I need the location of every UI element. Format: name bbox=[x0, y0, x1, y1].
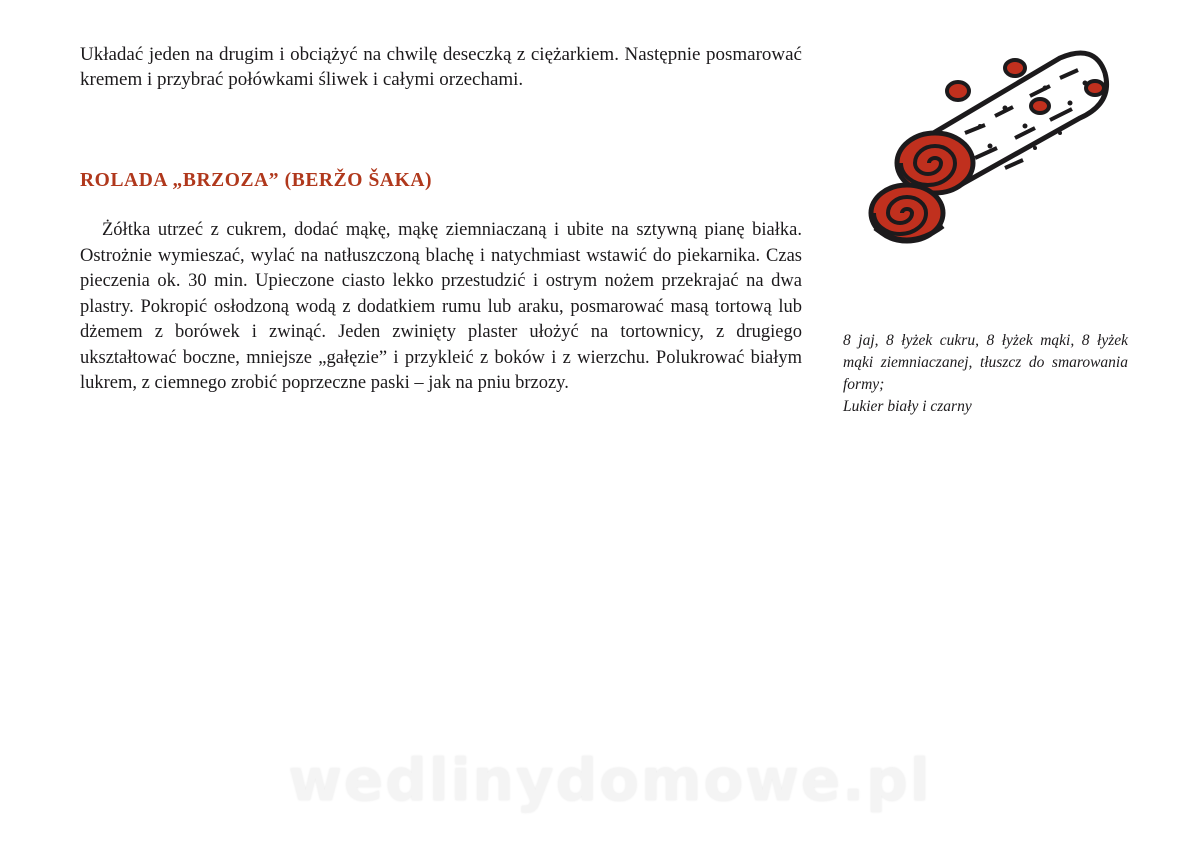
watermark: wedlinydomowe.pl bbox=[288, 746, 932, 814]
ingredients-list bbox=[843, 330, 1128, 418]
ingredients-main: 8 jaj, 8 łyżek cukru, 8 łyżek mąki, 8 łyżek mąki ziemniaczanej, tłuszcz do smarowania formy; bbox=[843, 332, 1128, 393]
intro-paragraph: Układać jeden na drugim i obciążyć na chwilę deseczką z ciężarkiem. Następnie posmarować kremem i przybrać połówkami śliwek i całymi orzechami. bbox=[80, 44, 802, 90]
recipe-instructions: Żółtka utrzeć z cukrem, dodać mąkę, mąkę ziemniaczaną i ubite na sztywną pianę białka. Ostrożnie wymieszać, wylać na natłuszczoną blachę i natychmiast wstawić do piekarnika. Czas pieczenia ok. 30 min. Upieczone ciasto lekko przestudzić i ostrym nożem przekrajać na dwa plastry. Pokropić osłodzoną wodą z dodatkiem rumu lub araku, posmarować masą tortową lub dżemem z borówek i zwinąć. Jeden zwinięty plaster ułożyć na tortownicy, z drugiego ukształtować boczne, mniejsze „gałęzie” i przykleić z boków i z wierzchu. Polukrować białym lukrem, z ciemnego zrobić poprzeczne paski – jak na pniu brzozy. bbox=[80, 220, 802, 393]
birch-log-roll-illustration bbox=[855, 38, 1117, 258]
recipe-title: ROLADA „BRZOZA” (BERŽO ŠAKA) bbox=[80, 170, 433, 191]
ingredients-icing: Lukier biały i czarny bbox=[843, 398, 972, 415]
